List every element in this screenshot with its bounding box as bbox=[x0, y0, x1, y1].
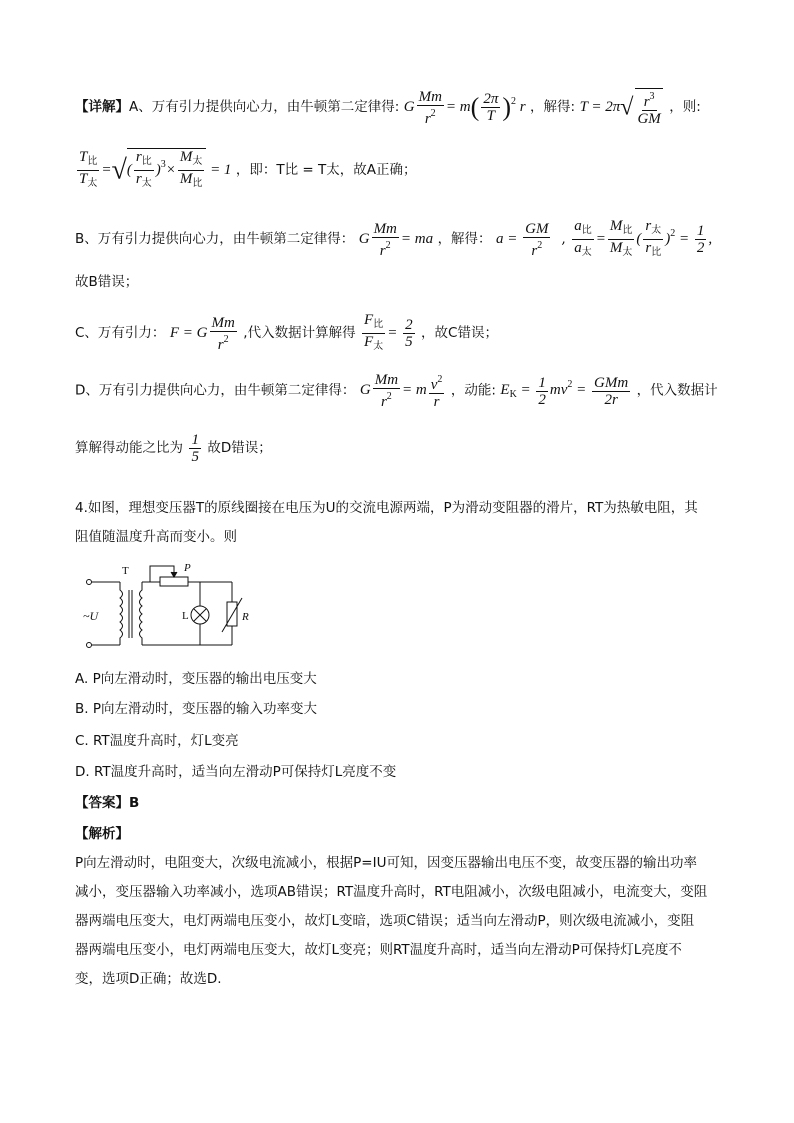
analysis-line-4: 器两端电压变小，电灯两端电压变大，故灯L变亮；则RT温度升高时，适当向左滑动P可保持灯L亮度不 bbox=[75, 942, 682, 958]
formula-gravity-circular: G $\frac{Mm}{r^2}$ = m( $\frac{2\pi}{T}$ )$^2$ r bbox=[403, 88, 526, 127]
analysis-line-3: 器两端电压变大，电灯两端电压变小，故灯L变暗，选项C错误；适当向左滑动P，则次级电流减小，变阻 bbox=[75, 913, 695, 929]
formula-period-ratio: $\frac{T_比}{T_太}$ =√( $\frac{r_比}{r_太}$ )$^3$× $\frac{M_太}{M_比}$ = 1 bbox=[75, 162, 231, 178]
b-text-3: 故B错误； bbox=[75, 274, 139, 290]
analysis-label: 【解析】 bbox=[75, 826, 129, 842]
primary-coil bbox=[120, 582, 123, 645]
d-text-4: 算解得动能之比为 bbox=[75, 439, 183, 456]
analysis-line-5: 变，选项D正确；故选D. bbox=[75, 971, 222, 987]
a-text-2: ，解得: bbox=[530, 98, 576, 115]
detail-label: 【详解】 bbox=[75, 98, 129, 115]
c-text-2: ,代入数据计算解得 bbox=[243, 324, 356, 341]
d-text-2: ，动能: bbox=[450, 382, 496, 399]
b-text-1: B、万有引力提供向心力，由牛顿第二定律得： bbox=[75, 230, 355, 247]
d-text-3: ，代入数据计 bbox=[636, 382, 718, 399]
label-t: T bbox=[122, 565, 129, 577]
d-text-5: 故D错误； bbox=[207, 439, 272, 456]
formula-c-ratio: $\frac{F_比}{F_太}$ = $\frac{2}{5}$ bbox=[364, 312, 413, 352]
q4-stem-line-2: 阻值随温度升高而变小。则 bbox=[75, 529, 237, 545]
formula-c-force: F = G $\frac{Mm}{r^2}$ bbox=[169, 314, 235, 353]
choice-b: B. P向左滑动时，变压器的输入功率变大 bbox=[75, 701, 317, 717]
d-text-1: D、万有引力提供向心力，由牛顿第二定律得： bbox=[75, 382, 356, 399]
slider-p bbox=[150, 566, 174, 582]
label-l: L bbox=[182, 610, 189, 622]
a-text-4: ，即： bbox=[235, 161, 277, 178]
transformer-circuit-diagram bbox=[82, 560, 257, 660]
analysis-line-1: P向左滑动时，电阻变大，次级电流减小，根据P=IU可知，因变压器输出电压不变，故变压器的输出功率 bbox=[75, 855, 697, 871]
answer-label: 【答案】B bbox=[75, 795, 140, 811]
formula-b-accel: a = $\frac{GM}{r^2}$ bbox=[496, 220, 549, 259]
thermistor-r bbox=[227, 602, 237, 626]
rheostat bbox=[160, 577, 188, 586]
a-text-3: ，则: bbox=[669, 98, 701, 115]
detail-line-d2 bbox=[75, 432, 272, 465]
a-text-5: ，故A正确； bbox=[339, 161, 417, 178]
choice-c: C. RT温度升高时，灯L变亮 bbox=[75, 733, 239, 749]
label-r: R bbox=[242, 611, 249, 623]
formula-d-newton: G $\frac{Mm}{r^2}$ = m $\frac{v^2}{r}$ bbox=[359, 372, 443, 410]
q4-stem bbox=[75, 494, 735, 552]
detail-line-a1 bbox=[75, 88, 701, 127]
choice-a: A. P向左滑动时，变压器的输出电压变大 bbox=[75, 671, 317, 687]
detail-line-d bbox=[75, 372, 718, 410]
detail-line-a2 bbox=[75, 148, 417, 192]
c-text-3: ，故C错误； bbox=[421, 324, 498, 341]
secondary-coil bbox=[140, 582, 143, 645]
terminal-bottom bbox=[87, 643, 92, 648]
choice-d: D. RT温度升高时，适当向左滑动P可保持灯L亮度不变 bbox=[75, 764, 397, 780]
b-text-2: ，解得： bbox=[437, 230, 492, 247]
analysis-body bbox=[75, 849, 735, 994]
label-p: P bbox=[184, 562, 191, 574]
analysis-line-2: 减小，变压器输入功率减小，选项AB错误；RT温度升高时，RT电阻减小，次级电阻减小，电流变大，变阻 bbox=[75, 884, 708, 900]
formula-d-kinetic: $E_K$ = $\frac{1}{2}$ $mv^2$ = $\frac{\text{GMm}}{2r}$ bbox=[500, 374, 629, 408]
formula-b-newton: G $\frac{Mm}{r^2}$ = ma bbox=[358, 220, 434, 259]
terminal-top bbox=[87, 580, 92, 585]
detail-line-b: B、万有引力提供向心力，由牛顿第二定律得： G $\frac{Mm}{r^2}$ = ma ，解得： a = $\frac{GM}{r^2}$ , $\frac{a_比}{a_太}$ = $\frac{M_比}{M_太}$ ( $\frac{r_太}{r_比}$ )$^2$ = $\frac{1}{2}$ , bbox=[75, 218, 713, 259]
detail-line-c bbox=[75, 312, 498, 355]
q4-stem-line-1: 4.如图，理想变压器T的原线圈接在电压为U的交流电源两端，P为滑动变阻器的滑片，RT为热敏电阻，其 bbox=[75, 500, 698, 516]
label-u: ~U bbox=[83, 609, 99, 623]
c-text-1: C、万有引力： bbox=[75, 324, 166, 341]
formula-period: T = 2π√ $\frac{r^3}{GM}$ bbox=[580, 99, 665, 115]
a-text-1: A、万有引力提供向心力，由牛顿第二定律得: bbox=[129, 98, 400, 115]
formula-b-ratio: $\frac{a_比}{a_太}$ = $\frac{M_比}{M_太}$ ( $\frac{r_太}{r_比}$ )$^2$ = $\frac{1}{2}$ , bbox=[574, 218, 713, 258]
formula-d-ratio: $\frac{1}{5}$ bbox=[191, 432, 199, 465]
a-result: T比 = T太 bbox=[276, 161, 340, 178]
